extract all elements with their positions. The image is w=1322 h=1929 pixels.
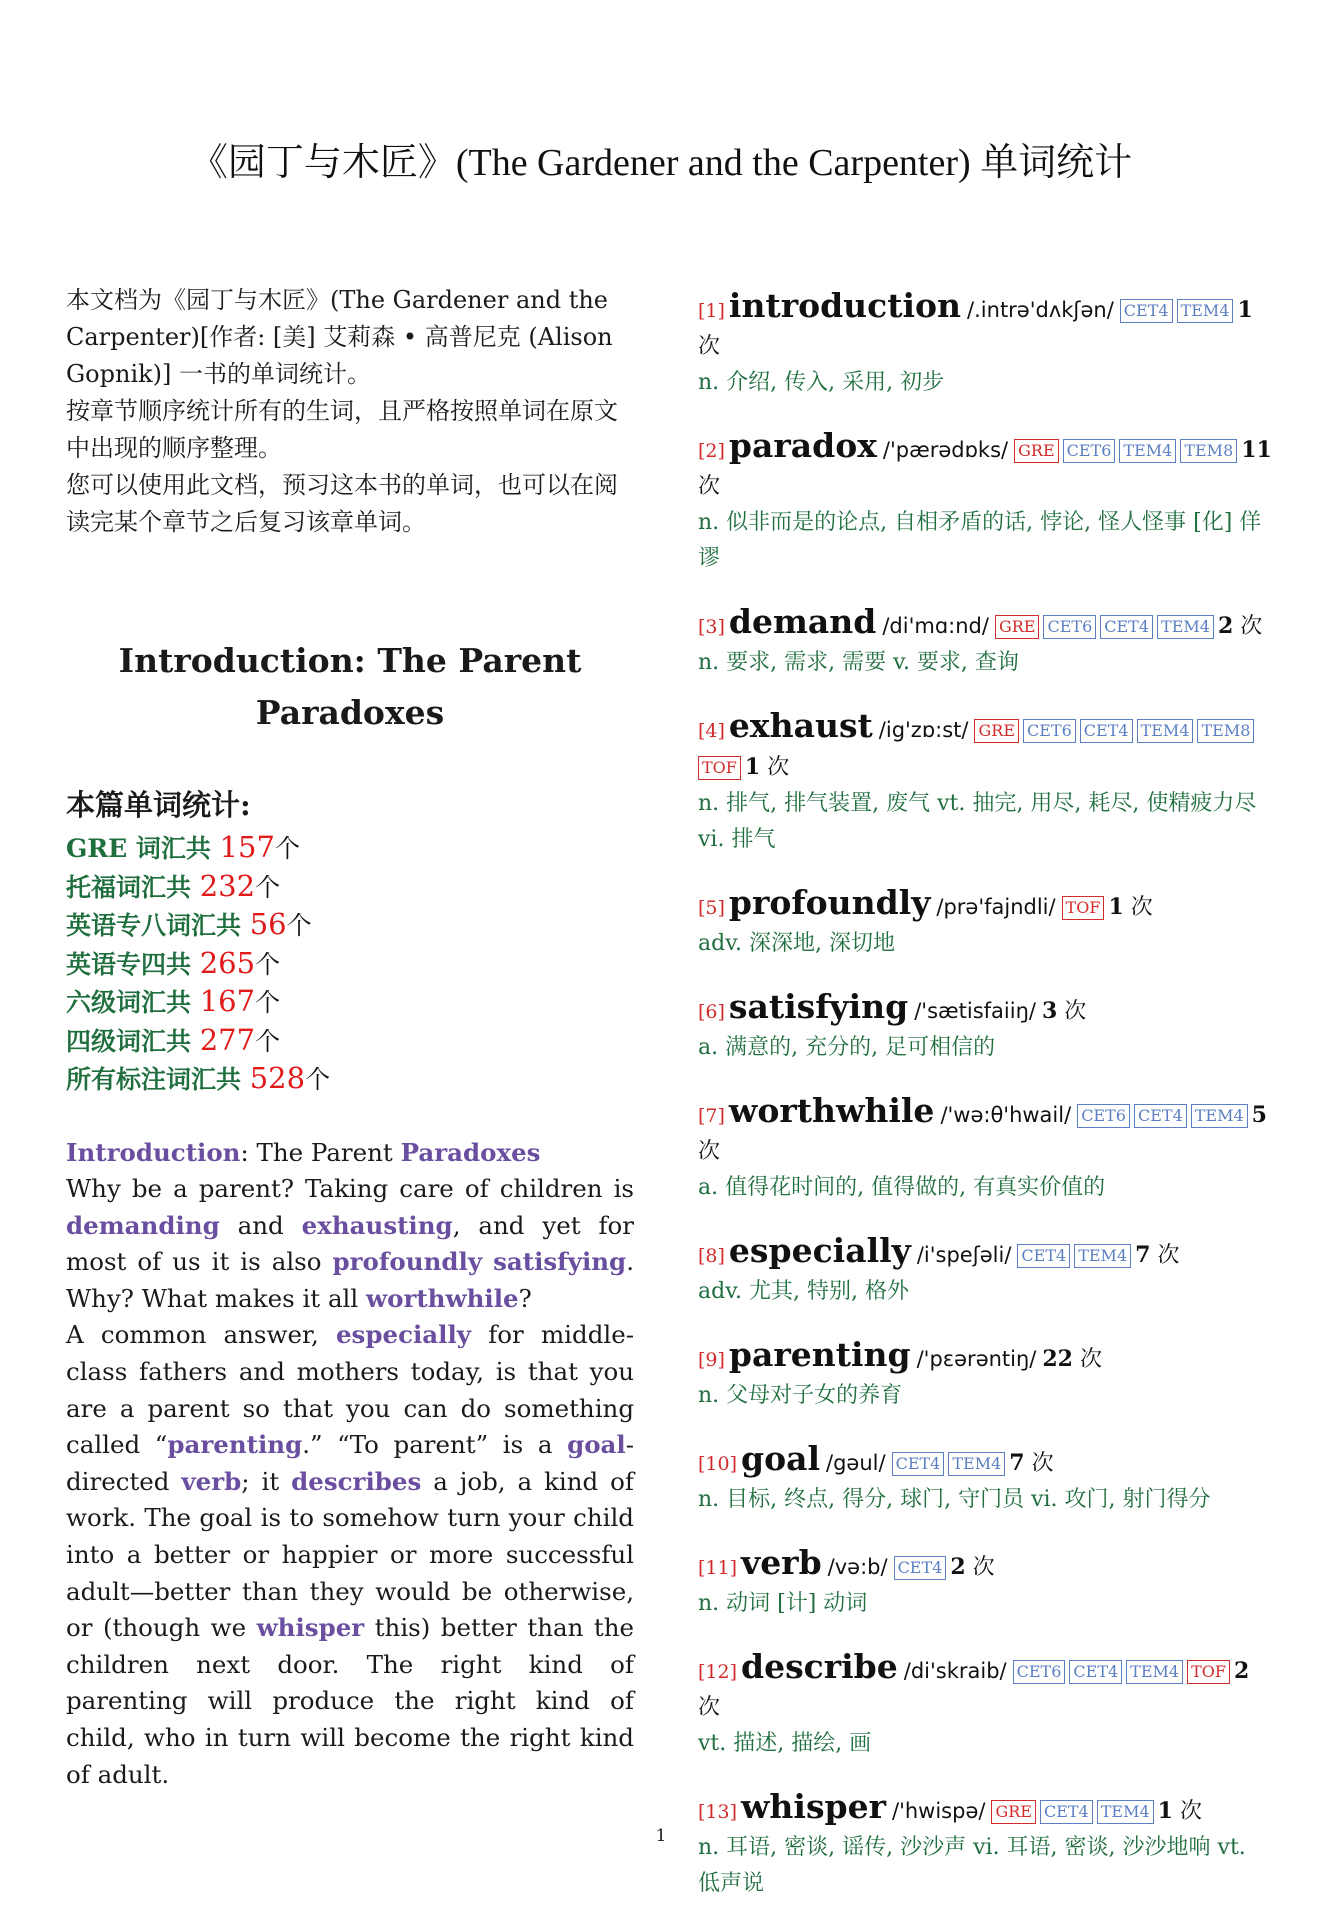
exam-tag: CET6 bbox=[1023, 719, 1076, 743]
frequency-count: 1 bbox=[1237, 297, 1253, 323]
exam-tag: TEM8 bbox=[1180, 439, 1237, 463]
vocab-entry bbox=[698, 708, 1272, 858]
frequency-unit: 次 bbox=[698, 1695, 721, 1720]
entry-phonetic: /'pɛərəntiŋ/ bbox=[916, 1347, 1037, 1371]
vocab-entry bbox=[698, 1649, 1272, 1762]
entry-definition: a. 满意的, 充分的, 足可相信的 bbox=[698, 1035, 996, 1060]
entry-index: [2] bbox=[698, 440, 725, 462]
entry-phonetic: /'wə:θ'hwail/ bbox=[940, 1103, 1072, 1127]
entry-index: [9] bbox=[698, 1349, 725, 1371]
vocab-entry-head bbox=[698, 428, 1272, 505]
exam-tag: GRE bbox=[1014, 439, 1059, 463]
entry-index: [4] bbox=[698, 720, 725, 742]
vocab-entry bbox=[698, 1093, 1272, 1206]
entry-definition: adv. 尤其, 特别, 格外 bbox=[698, 1279, 909, 1304]
frequency-count: 11 bbox=[1241, 437, 1272, 463]
exam-tag: CET4 bbox=[1120, 299, 1173, 323]
entry-frequency bbox=[1042, 1347, 1102, 1372]
frequency-count: 2 bbox=[950, 1554, 966, 1580]
entry-definition: n. 目标, 终点, 得分, 球门, 守门员 vi. 攻门, 射门得分 bbox=[698, 1487, 1211, 1512]
exam-tag: GRE bbox=[991, 1800, 1036, 1824]
entry-phonetic: /prə'fajndli/ bbox=[936, 895, 1056, 919]
entry-definition: n. 要求, 需求, 需要 v. 要求, 查询 bbox=[698, 650, 1019, 675]
highlight-word: Paradoxes bbox=[400, 1137, 541, 1167]
frequency-unit: 次 bbox=[1080, 1347, 1103, 1372]
frequency-unit: 次 bbox=[1157, 1243, 1180, 1268]
entry-word: satisfying bbox=[728, 987, 909, 1026]
entry-phonetic: /'hwispə/ bbox=[892, 1799, 986, 1823]
entry-phonetic: /gəul/ bbox=[826, 1451, 886, 1475]
highlight-word: Introduction bbox=[66, 1137, 241, 1167]
exam-tag: TEM8 bbox=[1197, 719, 1254, 743]
entry-frequency bbox=[1009, 1451, 1053, 1476]
stat-line: GRE 词汇共 157个 bbox=[66, 830, 300, 864]
frequency-count: 1 bbox=[1157, 1798, 1173, 1824]
intro-block bbox=[66, 282, 634, 541]
entry-word: exhaust bbox=[728, 706, 873, 745]
stat-line: 托福词汇共 232个 bbox=[66, 868, 281, 903]
entry-phonetic: /'sætisfaiiŋ/ bbox=[914, 999, 1036, 1023]
entry-word: paradox bbox=[728, 426, 877, 465]
entry-phonetic: /'pærədɒks/ bbox=[882, 438, 1009, 462]
entry-definition: a. 值得花时间的, 值得做的, 有真实价值的 bbox=[698, 1175, 1106, 1200]
entry-word: introduction bbox=[728, 286, 962, 325]
entry-definition: n. 介绍, 传入, 采用, 初步 bbox=[698, 370, 945, 395]
exam-tag: TEM4 bbox=[1157, 615, 1214, 639]
intro-paragraph: 您可以使用此文档，预习这本书的单词，也可以在阅读完某个章节之后复习该章单词。 bbox=[66, 471, 618, 536]
vocab-entry bbox=[698, 428, 1272, 577]
exam-tag: CET6 bbox=[1063, 439, 1116, 463]
highlight-word: profoundly bbox=[332, 1247, 483, 1277]
exam-tag: CET6 bbox=[1043, 615, 1096, 639]
entry-definition: n. 耳语, 密谈, 谣传, 沙沙声 vi. 耳语, 密谈, 沙沙地响 vt. 低声说 bbox=[698, 1835, 1246, 1896]
vocab-entry bbox=[698, 989, 1272, 1066]
vocab-entry-head bbox=[698, 1441, 1272, 1482]
entry-phonetic: /di'mɑ:nd/ bbox=[882, 614, 989, 638]
highlight-word: describes bbox=[291, 1466, 422, 1496]
entry-definition: n. 似非而是的论点, 自相矛盾的话, 悖论, 怪人怪事 [化] 佯谬 bbox=[698, 510, 1262, 571]
frequency-unit: 次 bbox=[1130, 895, 1153, 920]
vocab-entry-head bbox=[698, 1649, 1272, 1726]
entry-phonetic: /və:b/ bbox=[827, 1555, 888, 1579]
vocab-entry bbox=[698, 1441, 1272, 1518]
entry-word: verb bbox=[741, 1543, 822, 1582]
exam-tag: CET6 bbox=[1013, 1660, 1066, 1684]
entry-frequency bbox=[950, 1555, 994, 1580]
intro-paragraph: 本文档为《园丁与木匠》(The Gardener and the Carpenter)[作者: [美] 艾莉森 • 高普尼克 (Alison Gopnik)] 一书的单词统计。 bbox=[66, 286, 613, 388]
entry-index: [5] bbox=[698, 897, 725, 919]
exam-tag: TEM4 bbox=[948, 1452, 1005, 1476]
frequency-count: 5 bbox=[1251, 1102, 1267, 1128]
vocab-entry bbox=[698, 288, 1272, 401]
entry-index: [6] bbox=[698, 1001, 725, 1023]
entry-index: [3] bbox=[698, 616, 725, 638]
frequency-unit: 次 bbox=[698, 1139, 721, 1164]
chapter-title: Introduction: The Parent Paradoxes bbox=[118, 641, 582, 732]
entry-definition: vt. 描述, 描绘, 画 bbox=[698, 1731, 872, 1756]
entry-phonetic: /.intrə'dʌkʃən/ bbox=[967, 298, 1114, 322]
exam-tag: CET4 bbox=[894, 1556, 947, 1580]
entry-index: [7] bbox=[698, 1105, 725, 1127]
entry-word: demand bbox=[728, 602, 877, 641]
highlight-word: worthwhile bbox=[366, 1283, 519, 1313]
vocab-entry bbox=[698, 885, 1272, 962]
frequency-unit: 次 bbox=[767, 755, 790, 780]
stat-line: 六级词汇共 167个 bbox=[66, 984, 281, 1018]
entry-frequency bbox=[1042, 999, 1086, 1024]
entry-index: [12] bbox=[698, 1661, 738, 1683]
frequency-unit: 次 bbox=[972, 1555, 995, 1580]
highlight-word: whisper bbox=[256, 1613, 365, 1643]
exam-tag: CET4 bbox=[892, 1452, 945, 1476]
exam-tag: TEM4 bbox=[1097, 1800, 1154, 1824]
exam-tag: CET4 bbox=[1040, 1800, 1093, 1824]
highlight-word: goal bbox=[567, 1430, 626, 1460]
frequency-unit: 次 bbox=[1240, 614, 1263, 639]
exam-tag: TEM4 bbox=[1119, 439, 1176, 463]
vocab-entry-head bbox=[698, 1233, 1272, 1274]
exam-tag: TEM4 bbox=[1074, 1244, 1131, 1268]
exam-tag: CET4 bbox=[1134, 1104, 1187, 1128]
stats-heading: 本篇单词统计: bbox=[66, 788, 251, 822]
frequency-count: 22 bbox=[1042, 1346, 1073, 1372]
exam-tag: TEM4 bbox=[1126, 1660, 1183, 1684]
vocab-entry-head bbox=[698, 989, 1272, 1030]
document-title: 《园丁与木匠》(The Gardener and the Carpenter) 单词统计 bbox=[189, 142, 1133, 184]
passage-paragraph: A common answer, especially for middle-class fathers and mothers today, is that you are a parent so that you can do something called “parenting.” “To parent” is a goal-directed verb; it describes a job, a kind of work. The goal is to somehow turn your child into a better or happier or more successful adult—better than they would be otherwise, or (though we whisper this) better than the children next door. The right kind of parenting will produce the right kind of child, who in turn will become the right kind of adult. bbox=[66, 1320, 634, 1789]
stat-line: 所有标注词汇共 528个 bbox=[66, 1061, 331, 1095]
entry-phonetic: /ig'zɒ:st/ bbox=[878, 718, 969, 742]
stat-line: 英语专四共 265个 bbox=[66, 945, 281, 980]
entry-frequency bbox=[1158, 1799, 1202, 1824]
exam-tag: TOF bbox=[1187, 1660, 1230, 1684]
stat-line: 四级词汇共 277个 bbox=[66, 1022, 281, 1057]
passage-paragraph: Why be a parent? Taking care of children is demanding and exhausting, and yet for most of us it is also profoundly satisfying. Why? What makes it all worthwhile? bbox=[66, 1174, 634, 1313]
highlight-word: exhausting bbox=[301, 1210, 453, 1240]
entry-index: [11] bbox=[698, 1557, 738, 1579]
exam-tag: CET4 bbox=[1080, 719, 1133, 743]
exam-tag: CET4 bbox=[1017, 1244, 1070, 1268]
vocab-entry-head bbox=[698, 604, 1272, 645]
frequency-unit: 次 bbox=[1179, 1799, 1202, 1824]
highlight-word: parenting bbox=[167, 1430, 303, 1460]
exam-tag: TEM4 bbox=[1191, 1104, 1248, 1128]
frequency-count: 1 bbox=[744, 754, 761, 780]
exam-tag: TOF bbox=[698, 756, 741, 780]
entry-word: parenting bbox=[728, 1335, 911, 1374]
vocab-list bbox=[698, 288, 1272, 1929]
frequency-count: 7 bbox=[1135, 1242, 1151, 1268]
entry-index: [10] bbox=[698, 1453, 738, 1475]
entry-index: [1] bbox=[698, 300, 725, 322]
stat-line: 英语专八词汇共 56个 bbox=[66, 907, 312, 941]
entry-frequency bbox=[745, 755, 789, 780]
entry-word: worthwhile bbox=[728, 1091, 935, 1130]
frequency-count: 1 bbox=[1108, 894, 1124, 920]
entry-word: describe bbox=[741, 1647, 898, 1686]
frequency-unit: 次 bbox=[698, 334, 721, 359]
vocab-entry bbox=[698, 1337, 1272, 1414]
highlight-word: especially bbox=[335, 1320, 472, 1350]
vocab-entry bbox=[698, 1233, 1272, 1310]
entry-word: profoundly bbox=[728, 883, 931, 922]
vocab-entry-head bbox=[698, 288, 1272, 365]
entry-definition: adv. 深深地, 深切地 bbox=[698, 931, 895, 956]
frequency-unit: 次 bbox=[1031, 1451, 1054, 1476]
entry-frequency bbox=[1108, 895, 1152, 920]
frequency-unit: 次 bbox=[698, 474, 721, 499]
highlight-word: satisfying bbox=[493, 1247, 627, 1277]
intro-paragraph: 按章节顺序统计所有的生词，且严格按照单词在原文中出现的顺序整理。 bbox=[66, 397, 618, 462]
entry-word: goal bbox=[741, 1439, 821, 1478]
exam-tag: CET4 bbox=[1100, 615, 1153, 639]
entry-index: [8] bbox=[698, 1245, 725, 1267]
exam-tag: GRE bbox=[995, 615, 1040, 639]
entry-word: especially bbox=[728, 1231, 911, 1270]
exam-tag: TEM4 bbox=[1177, 299, 1234, 323]
entry-phonetic: /i'speʃəli/ bbox=[916, 1243, 1012, 1267]
entry-frequency bbox=[1218, 614, 1262, 639]
vocab-entry-head bbox=[698, 708, 1272, 786]
passage-heading: Introduction: The Parent Paradoxes bbox=[66, 1137, 541, 1167]
stats-list bbox=[66, 829, 634, 1099]
frequency-count: 3 bbox=[1041, 998, 1058, 1024]
entry-frequency bbox=[1135, 1243, 1179, 1268]
vocab-entry-head bbox=[698, 1545, 1272, 1586]
highlight-word: verb bbox=[181, 1466, 242, 1496]
vocab-entry bbox=[698, 604, 1272, 681]
entry-definition: n. 父母对子女的养育 bbox=[698, 1383, 903, 1408]
entry-phonetic: /di'skraib/ bbox=[903, 1659, 1007, 1683]
exam-tag: TEM4 bbox=[1137, 719, 1194, 743]
exam-tag: CET4 bbox=[1069, 1660, 1122, 1684]
frequency-count: 7 bbox=[1009, 1450, 1025, 1476]
vocab-entry-head bbox=[698, 885, 1272, 926]
left-column bbox=[66, 282, 634, 1793]
frequency-unit: 次 bbox=[1064, 999, 1087, 1024]
entry-definition: n. 排气, 排气装置, 废气 vt. 抽完, 用尽, 耗尽, 使精疲力尽 vi. 排气 bbox=[698, 791, 1257, 852]
vocab-entry bbox=[698, 1545, 1272, 1622]
entry-definition: n. 动词 [计] 动词 bbox=[698, 1591, 868, 1616]
page-number: 1 bbox=[655, 1826, 667, 1846]
entry-index: [13] bbox=[698, 1801, 738, 1823]
exam-tag: GRE bbox=[974, 719, 1019, 743]
vocab-entry-head bbox=[698, 1789, 1272, 1830]
vocab-entry-head bbox=[698, 1337, 1272, 1378]
highlight-word: demanding bbox=[66, 1210, 220, 1240]
passage bbox=[66, 1135, 634, 1794]
frequency-count: 2 bbox=[1233, 1658, 1250, 1684]
frequency-count: 2 bbox=[1217, 613, 1234, 639]
exam-tag: TOF bbox=[1062, 896, 1105, 920]
entry-word: whisper bbox=[741, 1787, 886, 1826]
vocab-entry-head bbox=[698, 1093, 1272, 1170]
exam-tag: CET6 bbox=[1077, 1104, 1130, 1128]
